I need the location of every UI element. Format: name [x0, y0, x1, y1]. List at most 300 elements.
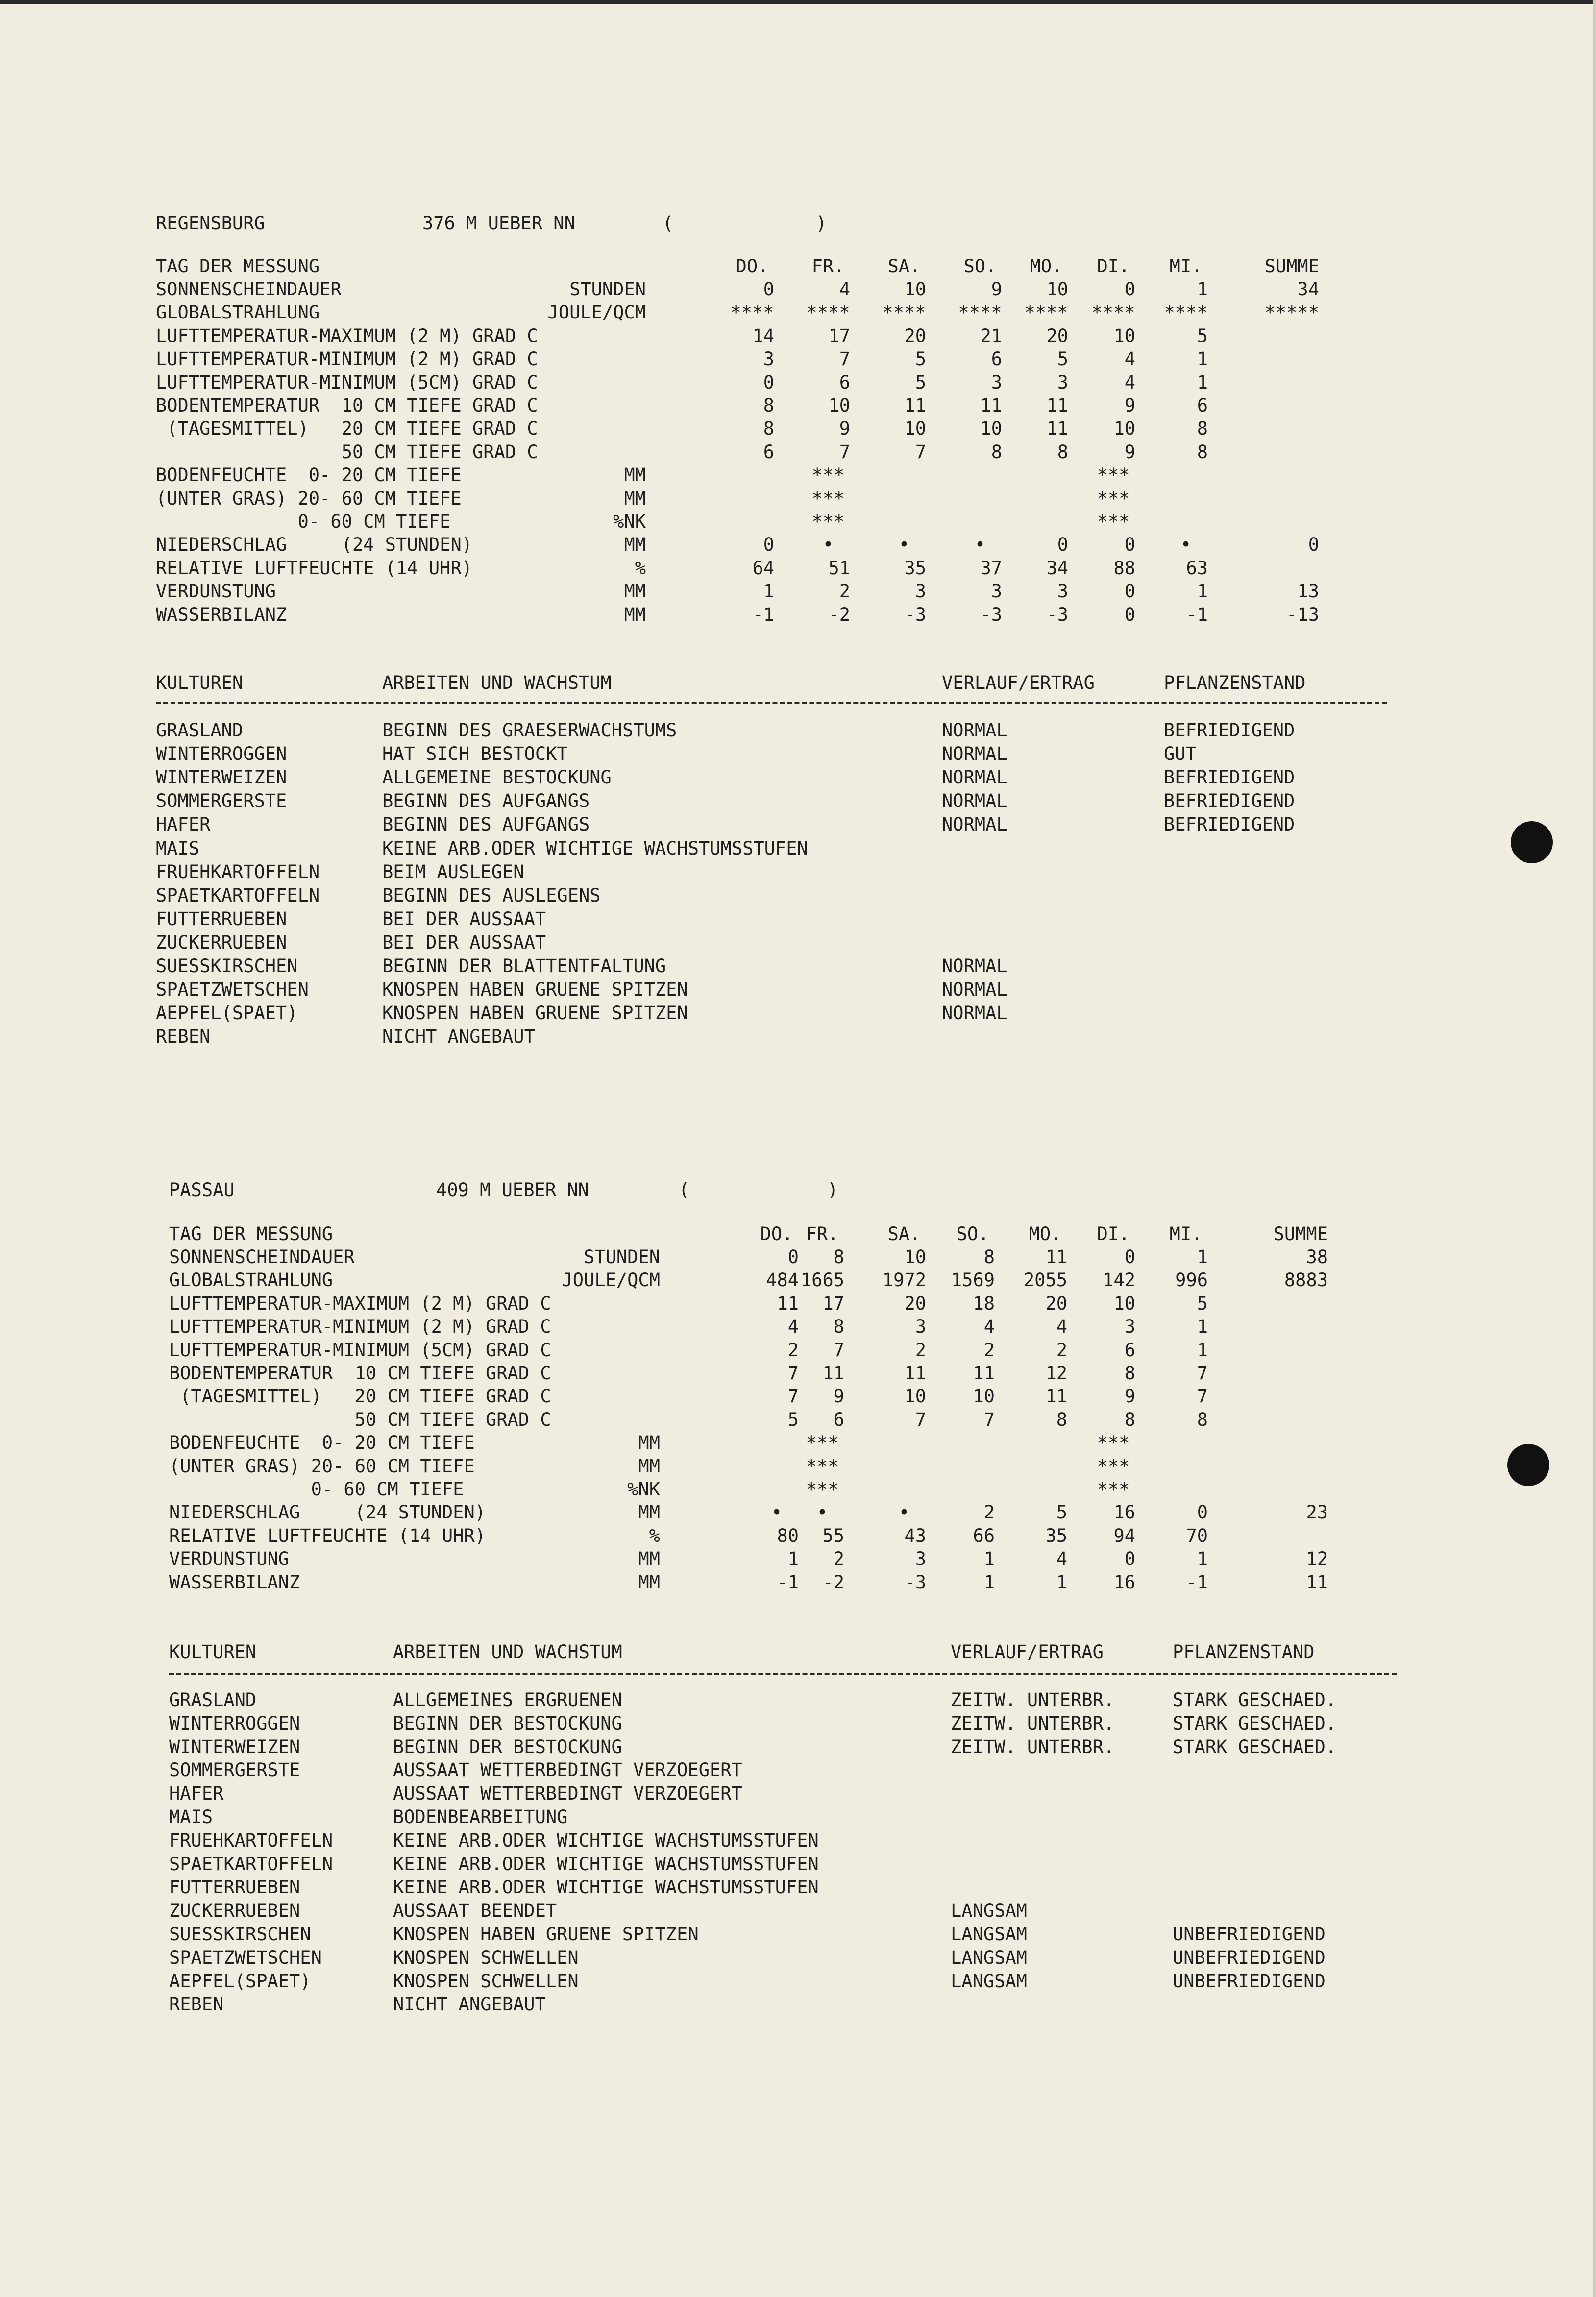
measure-value: ****: [1024, 302, 1068, 323]
measure-value: 8: [1197, 1409, 1208, 1430]
measure-sum: -13: [1286, 604, 1319, 625]
crop-name: WINTERROGGEN: [169, 1713, 300, 1734]
measure-value: -1: [777, 1572, 799, 1593]
measure-value: 12: [1045, 1363, 1067, 1384]
measure-label: VERDUNSTUNG: [156, 581, 276, 602]
measure-value: 35: [904, 558, 926, 579]
measure-value: 2: [1056, 1340, 1067, 1361]
measure-value: 6: [1197, 395, 1208, 416]
day-header-sa: SA.: [887, 256, 921, 277]
crop-work: BEGINN DES AUFGANGS: [382, 814, 590, 835]
measure-value: 17: [828, 325, 850, 346]
crop-work: BEGINN DES AUSLEGENS: [382, 885, 601, 906]
measure-value: 4: [1056, 1316, 1067, 1337]
measure-value: 14: [752, 325, 774, 346]
measure-value: 8: [833, 1246, 844, 1268]
measure-value: 3: [1124, 1316, 1135, 1337]
crop-state: STARK GESCHAED.: [1173, 1736, 1337, 1758]
measure-sum: 11: [1306, 1572, 1328, 1593]
crop-name: GRASLAND: [169, 1689, 257, 1711]
measure-value: 80: [777, 1525, 799, 1546]
measure-unit: MM: [624, 534, 646, 555]
measure-value: 1: [1197, 1316, 1208, 1337]
measure-value: 4: [787, 1316, 799, 1337]
measure-value: 70: [1186, 1525, 1208, 1546]
crop-course: NORMAL: [942, 979, 1007, 1000]
measure-label: SONNENSCHEINDAUER: [169, 1246, 355, 1268]
measure-value: 8: [1124, 1363, 1135, 1384]
day-header-di: DI.: [1097, 256, 1130, 277]
crop-work: KNOSPEN HABEN GRUENE SPITZEN: [382, 1002, 688, 1024]
crop-work: KEINE ARB.ODER WICHTIGE WACHSTUMSSTUFEN: [393, 1854, 819, 1875]
crop-work: BEGINN DER BESTOCKUNG: [393, 1713, 622, 1734]
measure-value: -1: [1186, 604, 1208, 625]
measure-value: 16: [1113, 1502, 1135, 1523]
measure-value: •: [816, 1502, 828, 1523]
measure-unit: %: [649, 1525, 660, 1546]
measure-value: •: [898, 534, 910, 555]
crop-work: BODENBEARBEITUNG: [393, 1807, 568, 1828]
measure-value: -1: [1186, 1572, 1208, 1593]
measure-value: ***: [806, 1479, 839, 1500]
measure-value: 16: [1113, 1572, 1135, 1593]
crop-course: ZEITW. UNTERBR.: [951, 1689, 1115, 1711]
crop-state: UNBEFRIEDIGEND: [1173, 1971, 1326, 1992]
measure-value: 3: [1057, 581, 1068, 602]
measure-value: 7: [839, 441, 850, 463]
dashed-divider: [156, 702, 1387, 704]
crop-work: BEGINN DES AUFGANGS: [382, 790, 590, 811]
measure-value: -3: [1046, 604, 1068, 625]
crop-work: NICHT ANGEBAUT: [382, 1026, 535, 1047]
measure-value: 4: [839, 279, 850, 300]
measure-value: 63: [1186, 558, 1208, 579]
measure-value: 996: [1175, 1270, 1208, 1291]
measure-label: 50 CM TIEFE GRAD C: [156, 441, 538, 463]
punch-hole: [1511, 821, 1553, 863]
crop-name: MAIS: [169, 1807, 213, 1828]
measure-value: 1: [763, 581, 774, 602]
measure-value: 66: [973, 1525, 995, 1546]
crop-course: LANGSAM: [951, 1924, 1027, 1945]
punch-hole: [1507, 1444, 1549, 1486]
crop-name: SUESSKIRSCHEN: [156, 955, 298, 977]
measure-value: •: [974, 534, 986, 555]
measure-label: NIEDERSCHLAG (24 STUNDEN): [156, 534, 473, 555]
crop-work: KEINE ARB.ODER WICHTIGE WACHSTUMSSTUFEN: [393, 1877, 819, 1898]
crop-work: KEINE ARB.ODER WICHTIGE WACHSTUMSSTUFEN: [382, 838, 808, 859]
measure-value: 7: [983, 1409, 995, 1430]
measure-value: ****: [1091, 302, 1135, 323]
day-header-so: SO.: [963, 256, 997, 277]
measure-value: 94: [1113, 1525, 1135, 1546]
day-header-mo: MO.: [1029, 1223, 1062, 1245]
measure-value: 8: [991, 441, 1002, 463]
measure-value: 142: [1103, 1270, 1135, 1291]
crop-work: BEIM AUSLEGEN: [382, 861, 524, 882]
measure-value: 51: [828, 558, 850, 579]
measure-value: •: [822, 534, 834, 555]
measure-value: 10: [904, 418, 926, 439]
crop-work: AUSSAAT WETTERBEDINGT VERZOEGERT: [393, 1759, 742, 1781]
crop-name: HAFER: [169, 1783, 224, 1804]
crop-name: WINTERROGGEN: [156, 743, 287, 764]
measure-value: 9: [1124, 1386, 1135, 1407]
measure-unit: MM: [624, 581, 646, 602]
measure-value: -2: [828, 604, 850, 625]
day-header-mi: MI.: [1169, 1223, 1203, 1245]
measure-unit: %NK: [627, 1479, 660, 1500]
crop-name: FRUEHKARTOFFELN: [169, 1830, 333, 1851]
header-label: TAG DER MESSUNG: [169, 1223, 333, 1245]
measure-value: 3: [991, 372, 1002, 393]
crop-state: BEFRIEDIGEND: [1164, 767, 1295, 788]
measure-value: 0: [763, 534, 774, 555]
measure-label: (TAGESMITTEL) 20 CM TIEFE GRAD C: [169, 1386, 551, 1407]
measure-value: 0: [1124, 534, 1135, 555]
crop-work: BEGINN DES GRAESERWACHSTUMS: [382, 720, 677, 741]
day-header-so: SO.: [956, 1223, 989, 1245]
measure-unit: MM: [638, 1572, 660, 1593]
crop-work: ALLGEMEINE BESTOCKUNG: [382, 767, 612, 788]
measure-value: 7: [1197, 1363, 1208, 1384]
measure-value: 1: [787, 1548, 799, 1569]
measure-value: 5: [915, 372, 926, 393]
measure-value: 3: [915, 1548, 926, 1569]
measure-value: 2055: [1023, 1270, 1067, 1291]
measure-value: 10: [1113, 1293, 1135, 1314]
measure-value: 8: [763, 395, 774, 416]
measure-label: SONNENSCHEINDAUER: [156, 279, 342, 300]
crop-state: GUT: [1164, 743, 1197, 764]
crop-name: GRASLAND: [156, 720, 244, 741]
crop-state: UNBEFRIEDIGEND: [1173, 1924, 1326, 1945]
crop-course: ZEITW. UNTERBR.: [951, 1713, 1115, 1734]
measure-unit: JOULE/QCM: [562, 1270, 660, 1291]
measure-value: 1: [1197, 581, 1208, 602]
measure-sum: 12: [1306, 1548, 1328, 1569]
measure-unit: JOULE/QCM: [547, 302, 646, 323]
measure-label: LUFTTEMPERATUR-MINIMUM (2 M) GRAD C: [169, 1316, 551, 1337]
measure-value: 10: [1113, 325, 1135, 346]
measure-label: BODENFEUCHTE 0- 20 CM TIEFE: [169, 1432, 475, 1453]
measure-value: 11: [1046, 395, 1068, 416]
measure-value: 8: [983, 1246, 995, 1268]
measure-value: ****: [882, 302, 926, 323]
measure-value: 5: [787, 1409, 799, 1430]
measure-value: -3: [980, 604, 1002, 625]
crop-work: ALLGEMEINES ERGRUENEN: [393, 1689, 622, 1711]
measure-value: 7: [915, 441, 926, 463]
day-header-do: DO.: [760, 1223, 793, 1245]
crop-name: SOMMERGERSTE: [156, 790, 287, 811]
crop-name: FUTTERRUEBEN: [169, 1877, 300, 1898]
measure-value: 7: [833, 1340, 844, 1361]
measure-value: 2: [833, 1548, 844, 1569]
measure-value: 37: [980, 558, 1002, 579]
crop-course: NORMAL: [942, 1002, 1007, 1024]
measure-value: •: [771, 1502, 783, 1523]
measure-value: 20: [904, 1293, 926, 1314]
crop-course: LANGSAM: [951, 1971, 1027, 1992]
crop-name: AEPFEL(SPAET): [169, 1971, 311, 1992]
dashed-divider: [169, 1673, 1397, 1675]
measure-value: 5: [1057, 348, 1068, 369]
crops-header-work: ARBEITEN UND WACHSTUM: [393, 1641, 622, 1662]
measure-value: 10: [1046, 279, 1068, 300]
measure-label: GLOBALSTRAHLUNG: [169, 1270, 333, 1291]
measure-value: 5: [1197, 1293, 1208, 1314]
measure-value: 55: [822, 1525, 844, 1546]
station-elevation: 409 M UEBER NN: [436, 1179, 589, 1200]
measure-value: 8: [763, 418, 774, 439]
measure-value: ***: [1097, 464, 1130, 486]
measure-value: 1: [1197, 348, 1208, 369]
measure-sum: 0: [1308, 534, 1319, 555]
measure-value: 5: [915, 348, 926, 369]
measure-unit: MM: [638, 1502, 660, 1523]
crop-name: REBEN: [169, 1994, 224, 2015]
measure-value: 7: [915, 1409, 926, 1430]
measure-value: •: [1180, 534, 1192, 555]
measure-value: 10: [904, 1386, 926, 1407]
measure-label: LUFTTEMPERATUR-MINIMUM (5CM) GRAD C: [156, 372, 538, 393]
measure-value: 0: [1197, 1502, 1208, 1523]
measure-value: ***: [811, 511, 845, 532]
crop-course: LANGSAM: [951, 1900, 1027, 1921]
measure-value: 34: [1046, 558, 1068, 579]
measure-value: 1: [1197, 279, 1208, 300]
measure-label: 50 CM TIEFE GRAD C: [169, 1409, 551, 1430]
station-elevation: 376 M UEBER NN: [422, 213, 575, 234]
measure-value: 18: [973, 1293, 995, 1314]
measure-value: 11: [822, 1363, 844, 1384]
measure-value: 6: [1124, 1340, 1135, 1361]
measure-value: ****: [1164, 302, 1208, 323]
measure-label: RELATIVE LUFTFEUCHTE (14 UHR): [169, 1525, 486, 1546]
crops-header-course: VERLAUF/ERTRAG: [951, 1641, 1104, 1662]
measure-value: 8: [1057, 441, 1068, 463]
measure-value: 20: [1046, 325, 1068, 346]
measure-value: -3: [904, 604, 926, 625]
measure-value: 7: [787, 1363, 799, 1384]
day-header-di: DI.: [1097, 1223, 1130, 1245]
measure-value: 5: [1056, 1502, 1067, 1523]
measure-value: 7: [787, 1386, 799, 1407]
measure-sum: *****: [1264, 302, 1319, 323]
measure-value: 6: [991, 348, 1002, 369]
crop-work: BEGINN DER BLATTENTFALTUNG: [382, 955, 666, 977]
measure-label: (UNTER GRAS) 20- 60 CM TIEFE: [169, 1456, 475, 1477]
measure-value: 10: [973, 1386, 995, 1407]
header-label: TAG DER MESSUNG: [156, 256, 320, 277]
sum-header: SUMME: [1264, 256, 1319, 277]
measure-value: 6: [833, 1409, 844, 1430]
crop-name: MAIS: [156, 838, 200, 859]
measure-label: BODENTEMPERATUR 10 CM TIEFE GRAD C: [156, 395, 538, 416]
measure-label: 0- 60 CM TIEFE: [156, 511, 451, 532]
measure-label: WASSERBILANZ: [156, 604, 287, 625]
measure-value: 35: [1045, 1525, 1067, 1546]
measure-unit: STUNDEN: [584, 1246, 660, 1268]
day-header-mo: MO.: [1030, 256, 1063, 277]
measure-unit: %: [635, 558, 646, 579]
day-header-fr: FR.: [811, 256, 845, 277]
crops-header-crop: KULTUREN: [156, 672, 244, 693]
measure-value: 6: [839, 372, 850, 393]
measure-value: 64: [752, 558, 774, 579]
measure-value: 10: [980, 418, 1002, 439]
measure-value: 3: [1057, 372, 1068, 393]
measure-value: 2: [839, 581, 850, 602]
measure-value: 4: [1056, 1548, 1067, 1569]
measure-value: ***: [1097, 1479, 1130, 1500]
measure-value: 10: [828, 395, 850, 416]
crop-course: ZEITW. UNTERBR.: [951, 1736, 1115, 1758]
crop-course: NORMAL: [942, 955, 1007, 977]
measure-value: 0: [1124, 279, 1135, 300]
measure-value: 8: [1124, 1409, 1135, 1430]
measure-value: 0: [1124, 1548, 1135, 1569]
measure-value: 2: [983, 1502, 995, 1523]
measure-label: GLOBALSTRAHLUNG: [156, 302, 320, 323]
crop-name: FRUEHKARTOFFELN: [156, 861, 320, 882]
measure-label: LUFTTEMPERATUR-MAXIMUM (2 M) GRAD C: [169, 1293, 551, 1314]
crop-state: STARK GESCHAED.: [1173, 1689, 1337, 1711]
crop-course: NORMAL: [942, 767, 1007, 788]
crop-name: ZUCKERRUEBEN: [156, 932, 287, 953]
crop-name: SPAETZWETSCHEN: [169, 1947, 322, 1968]
measure-value: 11: [904, 1363, 926, 1384]
measure-value: ***: [811, 464, 845, 486]
measure-value: 1: [1056, 1572, 1067, 1593]
measure-value: 9: [1124, 395, 1135, 416]
measure-value: 3: [915, 1316, 926, 1337]
day-header-mi: MI.: [1169, 256, 1203, 277]
measure-value: 0: [1124, 1246, 1135, 1268]
measure-unit: MM: [624, 488, 646, 509]
measure-value: 5: [1197, 325, 1208, 346]
measure-value: -1: [752, 604, 774, 625]
crop-work: KNOSPEN HABEN GRUENE SPITZEN: [382, 979, 688, 1000]
crop-name: HAFER: [156, 814, 211, 835]
crop-course: NORMAL: [942, 743, 1007, 764]
measure-value: 11: [1045, 1386, 1067, 1407]
measure-sum: 34: [1297, 279, 1319, 300]
measure-value: ****: [958, 302, 1002, 323]
measure-unit: STUNDEN: [569, 279, 646, 300]
crop-name: SOMMERGERSTE: [169, 1759, 300, 1781]
measure-unit: MM: [638, 1548, 660, 1569]
paren-open: (: [663, 213, 674, 234]
measure-value: 2: [787, 1340, 799, 1361]
measure-value: 4: [1124, 348, 1135, 369]
crops-header-work: ARBEITEN UND WACHSTUM: [382, 672, 612, 693]
measure-value: •: [898, 1502, 910, 1523]
measure-label: WASSERBILANZ: [169, 1572, 300, 1593]
crop-course: NORMAL: [942, 720, 1007, 741]
crop-work: KNOSPEN SCHWELLEN: [393, 1947, 579, 1968]
crop-course: LANGSAM: [951, 1947, 1027, 1968]
measure-value: 7: [1197, 1386, 1208, 1407]
paren-open: (: [679, 1179, 690, 1200]
measure-sum: 8883: [1284, 1270, 1328, 1291]
measure-value: 9: [833, 1386, 844, 1407]
crop-work: KNOSPEN SCHWELLEN: [393, 1971, 579, 1992]
measure-value: ***: [806, 1432, 839, 1453]
station-name: REGENSBURG: [156, 213, 265, 234]
measure-value: 43: [904, 1525, 926, 1546]
measure-value: 1: [1197, 1246, 1208, 1268]
crop-name: FUTTERRUEBEN: [156, 908, 287, 929]
crop-work: AUSSAAT BEENDET: [393, 1900, 557, 1921]
measure-value: 3: [915, 581, 926, 602]
sum-header: SUMME: [1273, 1223, 1328, 1245]
measure-unit: MM: [624, 604, 646, 625]
crop-name: SUESSKIRSCHEN: [169, 1924, 311, 1945]
measure-value: 6: [763, 441, 774, 463]
measure-sum: 23: [1306, 1502, 1328, 1523]
measure-value: 10: [1113, 418, 1135, 439]
measure-label: BODENFEUCHTE 0- 20 CM TIEFE: [156, 464, 462, 486]
measure-value: ****: [806, 302, 850, 323]
measure-label: RELATIVE LUFTFEUCHTE (14 UHR): [156, 558, 473, 579]
crops-header-state: PFLANZENSTAND: [1173, 1641, 1315, 1662]
measure-value: 3: [763, 348, 774, 369]
measure-value: 1: [1197, 1340, 1208, 1361]
measure-value: 4: [983, 1316, 995, 1337]
crop-work: BEI DER AUSSAAT: [382, 908, 546, 929]
crop-name: WINTERWEIZEN: [156, 767, 287, 788]
measure-value: 88: [1113, 558, 1135, 579]
crop-work: AUSSAAT WETTERBEDINGT VERZOEGERT: [393, 1783, 742, 1804]
measure-value: 1: [1197, 372, 1208, 393]
measure-value: 17: [822, 1293, 844, 1314]
measure-value: ***: [1097, 488, 1130, 509]
measure-value: 21: [980, 325, 1002, 346]
measure-unit: MM: [638, 1432, 660, 1453]
measure-value: 11: [973, 1363, 995, 1384]
measure-value: -2: [822, 1572, 844, 1593]
measure-value: ****: [730, 302, 774, 323]
measure-value: 11: [1045, 1246, 1067, 1268]
measure-sum: 13: [1297, 581, 1319, 602]
measure-unit: MM: [624, 464, 646, 486]
measure-value: 11: [1046, 418, 1068, 439]
measure-value: 0: [787, 1246, 799, 1268]
measure-value: -3: [904, 1572, 926, 1593]
measure-value: 0: [1057, 534, 1068, 555]
crop-name: REBEN: [156, 1026, 211, 1047]
measure-label: LUFTTEMPERATUR-MINIMUM (5CM) GRAD C: [169, 1340, 551, 1361]
crop-name: SPAETKARTOFFELN: [156, 885, 320, 906]
crop-name: AEPFEL(SPAET): [156, 1002, 298, 1024]
measure-label: BODENTEMPERATUR 10 CM TIEFE GRAD C: [169, 1363, 551, 1384]
measure-value: 10: [904, 1246, 926, 1268]
crop-state: STARK GESCHAED.: [1173, 1713, 1337, 1734]
measure-value: ***: [806, 1456, 839, 1477]
day-header-fr: FR.: [806, 1223, 839, 1245]
measure-value: 0: [1124, 604, 1135, 625]
measure-label: 0- 60 CM TIEFE: [169, 1479, 464, 1500]
crops-header-course: VERLAUF/ERTRAG: [942, 672, 1095, 693]
measure-value: 2: [983, 1340, 995, 1361]
station-name: PASSAU: [169, 1179, 235, 1200]
crop-work: KNOSPEN HABEN GRUENE SPITZEN: [393, 1924, 699, 1945]
measure-value: 8: [1197, 441, 1208, 463]
measure-value: ***: [811, 488, 845, 509]
measure-value: 11: [904, 395, 926, 416]
